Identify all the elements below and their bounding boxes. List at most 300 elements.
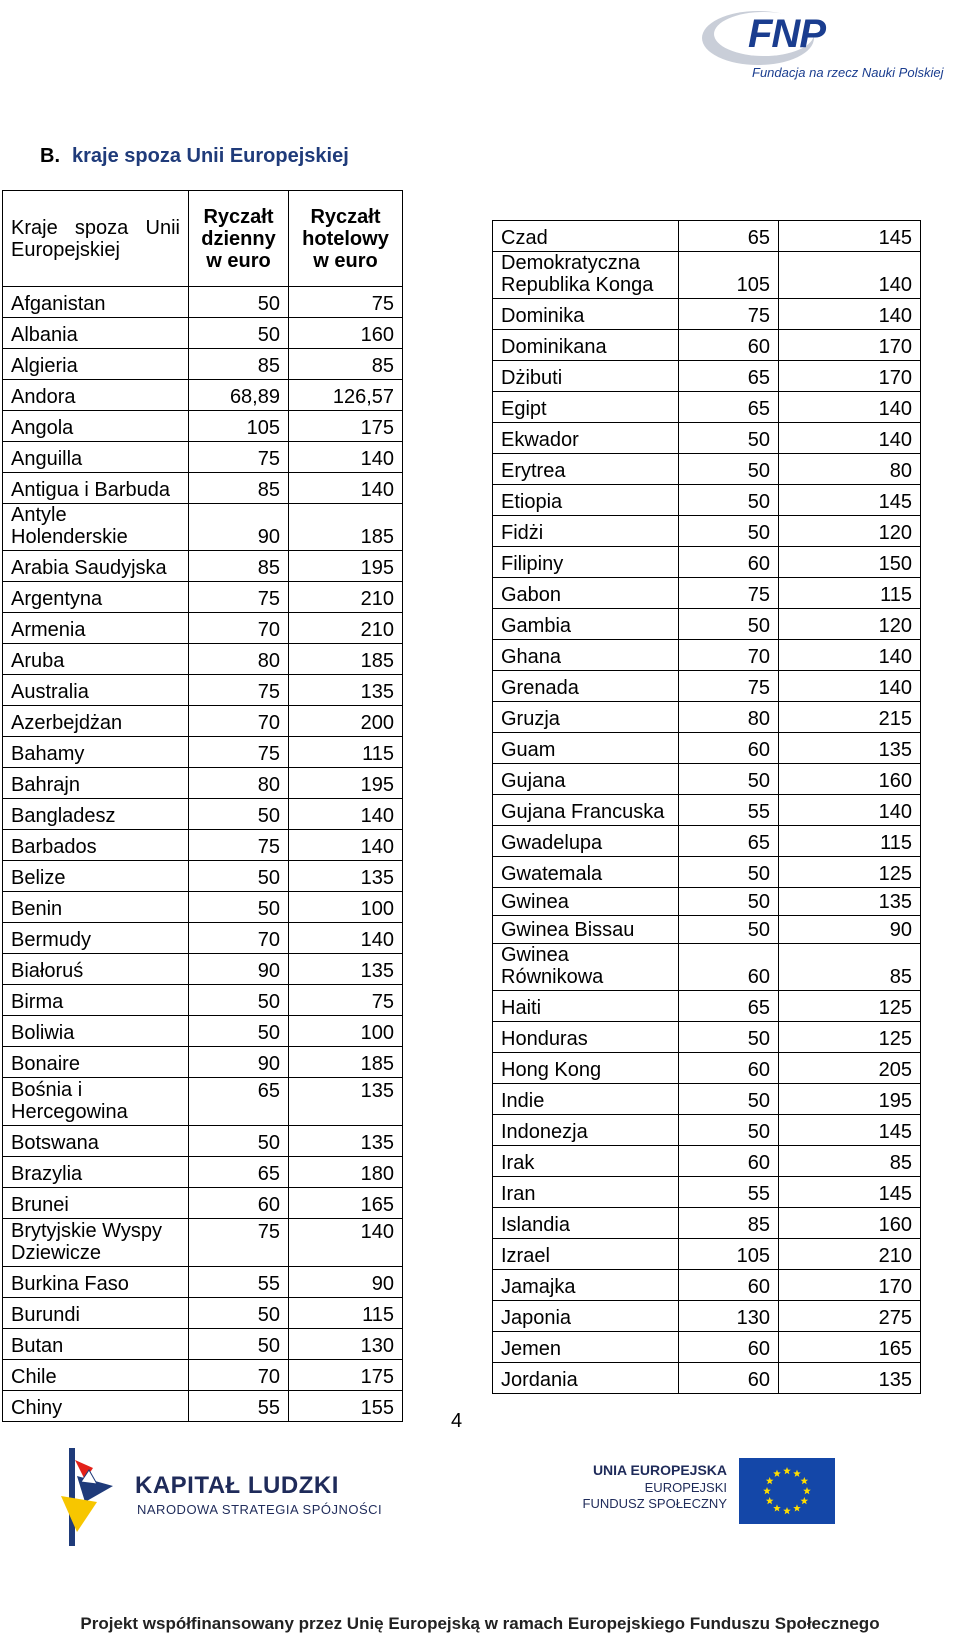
- eu-line2: EUROPEJSKI: [644, 1480, 727, 1495]
- daily-rate-cell: 50: [189, 1329, 289, 1360]
- daily-rate-cell: 65: [679, 392, 779, 423]
- hotel-rate-cell: 85: [779, 944, 921, 991]
- country-cell: Afganistan: [3, 287, 189, 318]
- hotel-rate-cell: 175: [289, 411, 403, 442]
- country-cell: Burkina Faso: [3, 1267, 189, 1298]
- country-cell: Guam: [493, 733, 679, 764]
- table-row: [493, 1332, 921, 1363]
- country-cell: Barbados: [3, 830, 189, 861]
- country-cell: Bermudy: [3, 923, 189, 954]
- hotel-rate-cell: 140: [289, 473, 403, 504]
- table-row: [3, 892, 403, 923]
- hotel-rate-cell: 170: [779, 1270, 921, 1301]
- hotel-rate-cell: 120: [779, 609, 921, 640]
- hotel-rate-cell: 85: [779, 1146, 921, 1177]
- country-cell: Irak: [493, 1146, 679, 1177]
- table-row: [3, 706, 403, 737]
- daily-rate-cell: 75: [679, 671, 779, 702]
- country-cell: Filipiny: [493, 547, 679, 578]
- daily-rate-cell: 70: [189, 1360, 289, 1391]
- table-row: [3, 1360, 403, 1391]
- hotel-rate-cell: 125: [779, 991, 921, 1022]
- table-row: [493, 361, 921, 392]
- hotel-rate-cell: 145: [779, 1115, 921, 1146]
- country-cell: Azerbejdżan: [3, 706, 189, 737]
- country-cell: Gwinea Równikowa: [493, 944, 679, 991]
- country-cell: Hong Kong: [493, 1053, 679, 1084]
- eu-star-icon: [773, 1470, 781, 1477]
- hotel-rate-cell: 195: [779, 1084, 921, 1115]
- country-cell: Gujana: [493, 764, 679, 795]
- daily-rate-cell: 60: [679, 1146, 779, 1177]
- country-cell: Boliwia: [3, 1016, 189, 1047]
- daily-rate-cell: 85: [189, 349, 289, 380]
- header-country: Kraje spoza Unii Europejskiej: [3, 191, 189, 287]
- daily-rate-cell: 60: [679, 1363, 779, 1394]
- daily-rate-cell: 50: [189, 861, 289, 892]
- daily-rate-cell: 50: [189, 799, 289, 830]
- hotel-rate-cell: 195: [289, 551, 403, 582]
- daily-rate-cell: 70: [679, 640, 779, 671]
- daily-rate-cell: 55: [189, 1391, 289, 1422]
- daily-rate-cell: 80: [679, 702, 779, 733]
- country-cell: Jordania: [493, 1363, 679, 1394]
- hotel-rate-cell: 140: [289, 442, 403, 473]
- hotel-rate-cell: 145: [779, 221, 921, 252]
- fnp-logo-subtitle: Fundacja na rzecz Nauki Polskiej: [752, 65, 944, 80]
- eu-star-icon: [783, 1507, 791, 1514]
- table-row: [493, 733, 921, 764]
- hotel-rate-cell: 100: [289, 1016, 403, 1047]
- daily-rate-cell: 50: [189, 985, 289, 1016]
- kapital-ludzki-emblem-icon: [55, 1442, 135, 1552]
- table-row: [3, 830, 403, 861]
- hotel-rate-cell: 140: [779, 640, 921, 671]
- daily-rate-cell: 70: [189, 613, 289, 644]
- eu-stars-icon: [739, 1458, 835, 1524]
- country-cell: Birma: [3, 985, 189, 1016]
- hotel-rate-cell: 145: [779, 1177, 921, 1208]
- country-cell: Dominika: [493, 299, 679, 330]
- hotel-rate-cell: 140: [289, 923, 403, 954]
- daily-rate-cell: 130: [679, 1301, 779, 1332]
- daily-rate-cell: 55: [679, 795, 779, 826]
- hotel-rate-cell: 135: [289, 861, 403, 892]
- country-cell: Bonaire: [3, 1047, 189, 1078]
- hotel-rate-cell: 160: [289, 318, 403, 349]
- daily-rate-cell: 75: [189, 442, 289, 473]
- hotel-rate-cell: 180: [289, 1157, 403, 1188]
- table-row: [3, 349, 403, 380]
- hotel-rate-cell: 160: [779, 1208, 921, 1239]
- daily-rate-cell: 105: [679, 1239, 779, 1270]
- daily-rate-cell: 50: [679, 916, 779, 944]
- table-row: [493, 764, 921, 795]
- country-cell: Ekwador: [493, 423, 679, 454]
- table-row: [493, 1270, 921, 1301]
- daily-rate-cell: 50: [189, 1298, 289, 1329]
- country-cell: Indie: [493, 1084, 679, 1115]
- kapital-ludzki-title: KAPITAŁ LUDZKI: [135, 1472, 339, 1499]
- daily-rate-cell: 65: [679, 991, 779, 1022]
- hotel-rate-cell: 160: [779, 764, 921, 795]
- hotel-rate-cell: 140: [779, 392, 921, 423]
- table-row: [3, 1267, 403, 1298]
- hotel-rate-cell: 140: [779, 795, 921, 826]
- eu-star-icon: [793, 1504, 801, 1511]
- daily-rate-cell: 50: [679, 888, 779, 916]
- daily-rate-cell: 60: [679, 1332, 779, 1363]
- hotel-rate-cell: 140: [779, 252, 921, 299]
- daily-rate-cell: 70: [189, 706, 289, 737]
- table-row: [3, 985, 403, 1016]
- hotel-rate-cell: 185: [289, 644, 403, 675]
- table-row: [493, 916, 921, 944]
- daily-rate-cell: 90: [189, 504, 289, 551]
- daily-rate-cell: 68,89: [189, 380, 289, 411]
- table-row: [493, 1022, 921, 1053]
- hotel-rate-cell: 135: [289, 675, 403, 706]
- table-row: [493, 795, 921, 826]
- country-cell: Antigua i Barbuda: [3, 473, 189, 504]
- table-row: [3, 923, 403, 954]
- country-cell: Etiopia: [493, 485, 679, 516]
- hotel-rate-cell: 210: [779, 1239, 921, 1270]
- daily-rate-cell: 60: [189, 1188, 289, 1219]
- table-row: [3, 551, 403, 582]
- country-cell: Botswana: [3, 1126, 189, 1157]
- hotel-rate-cell: 200: [289, 706, 403, 737]
- daily-rate-cell: 65: [189, 1078, 289, 1126]
- country-cell: Haiti: [493, 991, 679, 1022]
- daily-rate-cell: 70: [189, 923, 289, 954]
- fnp-logo: [700, 4, 958, 84]
- hotel-rate-cell: 115: [289, 1298, 403, 1329]
- country-cell: Brytyjskie Wyspy Dziewicze: [3, 1219, 189, 1267]
- daily-rate-cell: 75: [679, 299, 779, 330]
- hotel-rate-cell: 210: [289, 613, 403, 644]
- daily-rate-cell: 50: [679, 857, 779, 888]
- section-heading: [40, 145, 349, 168]
- table-row: [3, 287, 403, 318]
- table-row: [493, 392, 921, 423]
- hotel-rate-cell: 185: [289, 1047, 403, 1078]
- hotel-rate-cell: 75: [289, 287, 403, 318]
- country-cell: Bahamy: [3, 737, 189, 768]
- daily-rate-cell: 65: [189, 1157, 289, 1188]
- table-row: [493, 991, 921, 1022]
- table-row: [493, 1146, 921, 1177]
- hotel-rate-cell: 140: [289, 799, 403, 830]
- table-row: [493, 454, 921, 485]
- country-cell: Białoruś: [3, 954, 189, 985]
- country-cell: Islandia: [493, 1208, 679, 1239]
- country-cell: Angola: [3, 411, 189, 442]
- eu-flag-icon: [739, 1458, 835, 1524]
- table-row: [3, 504, 403, 551]
- table-row: [493, 1115, 921, 1146]
- table-row: [493, 888, 921, 916]
- country-cell: Demokratyczna Republika Konga: [493, 252, 679, 299]
- section-letter: B.: [40, 145, 60, 167]
- daily-rate-cell: 50: [679, 1084, 779, 1115]
- country-cell: Gwadelupa: [493, 826, 679, 857]
- hotel-rate-cell: 215: [779, 702, 921, 733]
- table-row: [493, 423, 921, 454]
- hotel-rate-cell: 115: [779, 578, 921, 609]
- country-cell: Burundi: [3, 1298, 189, 1329]
- hotel-rate-cell: 90: [289, 1267, 403, 1298]
- country-cell: Egipt: [493, 392, 679, 423]
- footer-note: Projekt współfinansowany przez Unię Europejską w ramach Europejskiego Funduszu Społecznego: [80, 1614, 880, 1633]
- hotel-rate-cell: 80: [779, 454, 921, 485]
- country-cell: Dominikana: [493, 330, 679, 361]
- table-row: [493, 330, 921, 361]
- table-row: [493, 485, 921, 516]
- country-cell: Chiny: [3, 1391, 189, 1422]
- eu-line1: UNIA EUROPEJSKA: [592, 1462, 727, 1478]
- eu-star-icon: [763, 1487, 771, 1494]
- table-row: [493, 857, 921, 888]
- country-cell: Benin: [3, 892, 189, 923]
- hotel-rate-cell: 135: [779, 733, 921, 764]
- hotel-rate-cell: 135: [289, 1078, 403, 1126]
- eu-line3: FUNDUSZ SPOŁECZNY: [582, 1496, 727, 1511]
- table-row: [493, 1053, 921, 1084]
- daily-rate-cell: 60: [679, 330, 779, 361]
- table-row: [3, 799, 403, 830]
- daily-rate-cell: 90: [189, 1047, 289, 1078]
- hotel-rate-cell: 125: [779, 1022, 921, 1053]
- country-cell: Algieria: [3, 349, 189, 380]
- table-row: [493, 252, 921, 299]
- country-cell: Iran: [493, 1177, 679, 1208]
- hotel-rate-cell: 210: [289, 582, 403, 613]
- eu-star-icon: [766, 1477, 774, 1484]
- country-cell: Albania: [3, 318, 189, 349]
- hotel-rate-cell: 140: [289, 1219, 403, 1267]
- hotel-rate-cell: 75: [289, 985, 403, 1016]
- country-cell: Ghana: [493, 640, 679, 671]
- country-cell: Jamajka: [493, 1270, 679, 1301]
- hotel-rate-cell: 135: [289, 954, 403, 985]
- table-row: [3, 675, 403, 706]
- country-cell: Armenia: [3, 613, 189, 644]
- table-row: [493, 671, 921, 702]
- table-row: [3, 380, 403, 411]
- daily-rate-cell: 50: [189, 1126, 289, 1157]
- country-cell: Belize: [3, 861, 189, 892]
- hotel-rate-cell: 135: [779, 1363, 921, 1394]
- table-row: [3, 411, 403, 442]
- daily-rate-cell: 50: [679, 764, 779, 795]
- table-row: [493, 1239, 921, 1270]
- country-cell: Dżibuti: [493, 361, 679, 392]
- rates-table-right: [492, 220, 921, 1394]
- table-row: [3, 473, 403, 504]
- table-row: [3, 318, 403, 349]
- country-cell: Aruba: [3, 644, 189, 675]
- table-row: [3, 954, 403, 985]
- daily-rate-cell: 50: [189, 287, 289, 318]
- table-row: [3, 582, 403, 613]
- daily-rate-cell: 60: [679, 944, 779, 991]
- table-row: [493, 299, 921, 330]
- table-row: [493, 516, 921, 547]
- hotel-rate-cell: 140: [289, 830, 403, 861]
- table-row: [493, 1301, 921, 1332]
- hotel-rate-cell: 185: [289, 504, 403, 551]
- hotel-rate-cell: 275: [779, 1301, 921, 1332]
- table-row: [493, 1208, 921, 1239]
- table-row: [493, 702, 921, 733]
- daily-rate-cell: 65: [679, 361, 779, 392]
- table-row: [493, 578, 921, 609]
- table-row: [3, 442, 403, 473]
- hotel-rate-cell: 150: [779, 547, 921, 578]
- table-row: [3, 644, 403, 675]
- table-row: [3, 1219, 403, 1267]
- hotel-rate-cell: 100: [289, 892, 403, 923]
- table-row: [493, 1084, 921, 1115]
- hotel-rate-cell: 175: [289, 1360, 403, 1391]
- hotel-rate-cell: 140: [779, 671, 921, 702]
- country-cell: Australia: [3, 675, 189, 706]
- hotel-rate-cell: 155: [289, 1391, 403, 1422]
- country-cell: Gujana Francuska: [493, 795, 679, 826]
- daily-rate-cell: 50: [679, 1115, 779, 1146]
- country-cell: Antyle Holenderskie: [3, 504, 189, 551]
- country-cell: Brazylia: [3, 1157, 189, 1188]
- daily-rate-cell: 75: [189, 582, 289, 613]
- daily-rate-cell: 75: [189, 675, 289, 706]
- rates-table-left: [2, 190, 403, 1422]
- table-row: [3, 1329, 403, 1360]
- country-cell: Bahrajn: [3, 768, 189, 799]
- hotel-rate-cell: 115: [779, 826, 921, 857]
- daily-rate-cell: 85: [679, 1208, 779, 1239]
- daily-rate-cell: 75: [189, 737, 289, 768]
- eu-star-icon: [773, 1504, 781, 1511]
- fnp-logo-text: FNP: [748, 12, 825, 56]
- daily-rate-cell: 60: [679, 1270, 779, 1301]
- hotel-rate-cell: 145: [779, 485, 921, 516]
- country-cell: Bośnia i Hercegowina: [3, 1078, 189, 1126]
- daily-rate-cell: 60: [679, 547, 779, 578]
- eu-star-icon: [766, 1497, 774, 1504]
- country-cell: Bangladesz: [3, 799, 189, 830]
- country-cell: Gwinea: [493, 888, 679, 916]
- table-row: [493, 826, 921, 857]
- daily-rate-cell: 55: [679, 1177, 779, 1208]
- country-cell: Izrael: [493, 1239, 679, 1270]
- daily-rate-cell: 105: [189, 411, 289, 442]
- daily-rate-cell: 85: [189, 473, 289, 504]
- hotel-rate-cell: 140: [779, 299, 921, 330]
- daily-rate-cell: 75: [189, 1219, 289, 1267]
- daily-rate-cell: 50: [679, 516, 779, 547]
- daily-rate-cell: 80: [189, 644, 289, 675]
- eu-star-icon: [793, 1470, 801, 1477]
- table-row: [493, 640, 921, 671]
- page-number: 4: [451, 1410, 463, 1432]
- country-cell: Butan: [3, 1329, 189, 1360]
- eu-star-icon: [801, 1477, 809, 1484]
- table-row: [493, 944, 921, 991]
- daily-rate-cell: 50: [189, 1016, 289, 1047]
- hotel-rate-cell: 170: [779, 361, 921, 392]
- hotel-rate-cell: 120: [779, 516, 921, 547]
- hotel-rate-cell: 126,57: [289, 380, 403, 411]
- country-cell: Japonia: [493, 1301, 679, 1332]
- hotel-rate-cell: 135: [289, 1126, 403, 1157]
- table-row: [3, 1157, 403, 1188]
- daily-rate-cell: 50: [679, 485, 779, 516]
- daily-rate-cell: 60: [679, 1053, 779, 1084]
- country-cell: Arabia Saudyjska: [3, 551, 189, 582]
- country-cell: Gwinea Bissau: [493, 916, 679, 944]
- country-cell: Anguilla: [3, 442, 189, 473]
- table-row: [493, 1363, 921, 1394]
- eu-star-icon: [801, 1497, 809, 1504]
- kapital-ludzki-subtitle: NARODOWA STRATEGIA SPÓJNOŚCI: [137, 1502, 383, 1517]
- table-row: [493, 221, 921, 252]
- daily-rate-cell: 50: [189, 318, 289, 349]
- eu-star-icon: [783, 1467, 791, 1474]
- eu-logo: [582, 1458, 835, 1538]
- country-cell: Gambia: [493, 609, 679, 640]
- table-row: [3, 1391, 403, 1422]
- country-cell: Indonezja: [493, 1115, 679, 1146]
- daily-rate-cell: 65: [679, 826, 779, 857]
- daily-rate-cell: 55: [189, 1267, 289, 1298]
- table-row: [3, 1016, 403, 1047]
- country-cell: Brunei: [3, 1188, 189, 1219]
- daily-rate-cell: 60: [679, 733, 779, 764]
- daily-rate-cell: 50: [679, 423, 779, 454]
- table-row: [3, 737, 403, 768]
- hotel-rate-cell: 130: [289, 1329, 403, 1360]
- hotel-rate-cell: 85: [289, 349, 403, 380]
- daily-rate-cell: 50: [679, 1022, 779, 1053]
- header-daily: Ryczałt dzienny w euro: [189, 191, 289, 287]
- daily-rate-cell: 50: [679, 609, 779, 640]
- daily-rate-cell: 50: [679, 454, 779, 485]
- table-row: [3, 1047, 403, 1078]
- daily-rate-cell: 65: [679, 221, 779, 252]
- country-cell: Jemen: [493, 1332, 679, 1363]
- hotel-rate-cell: 165: [779, 1332, 921, 1363]
- country-cell: Fidżi: [493, 516, 679, 547]
- country-cell: Grenada: [493, 671, 679, 702]
- hotel-rate-cell: 90: [779, 916, 921, 944]
- hotel-rate-cell: 135: [779, 888, 921, 916]
- hotel-rate-cell: 165: [289, 1188, 403, 1219]
- country-cell: Czad: [493, 221, 679, 252]
- daily-rate-cell: 105: [679, 252, 779, 299]
- table-row: [3, 861, 403, 892]
- country-cell: Erytrea: [493, 454, 679, 485]
- country-cell: Honduras: [493, 1022, 679, 1053]
- country-cell: Argentyna: [3, 582, 189, 613]
- daily-rate-cell: 85: [189, 551, 289, 582]
- country-cell: Gabon: [493, 578, 679, 609]
- table-header-row: [3, 191, 403, 287]
- table-row: [493, 609, 921, 640]
- hotel-rate-cell: 170: [779, 330, 921, 361]
- kapital-ludzki-logo: [55, 1442, 383, 1552]
- table-row: [3, 768, 403, 799]
